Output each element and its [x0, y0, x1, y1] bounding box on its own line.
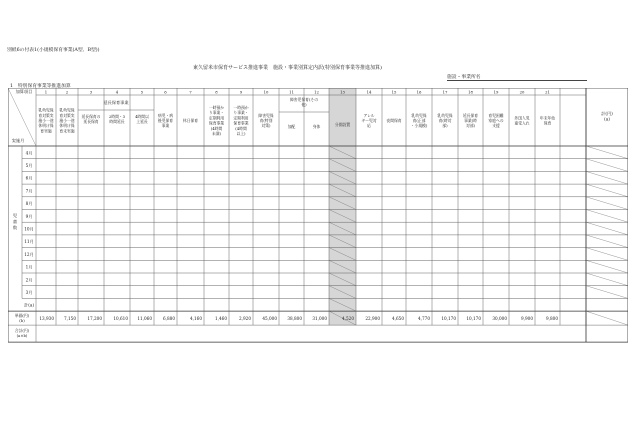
- column-header-text: 休日保育: [182, 118, 199, 123]
- column-number: 14: [366, 89, 372, 95]
- unit-price-value: 10,610: [113, 316, 128, 322]
- column-number: 20: [519, 89, 525, 95]
- month-label: 8月: [25, 201, 33, 207]
- column-header-text: 育対策実: [59, 112, 75, 118]
- na-diagonal: [586, 171, 628, 184]
- column-header-text: 育(正部: [412, 118, 426, 123]
- column-header-text: 育(時対: [438, 118, 452, 123]
- column-header-text: り事業・: [233, 110, 249, 116]
- group-label-enchou: 延長保育事業: [103, 100, 129, 105]
- unit-price-label: 単価(円): [14, 313, 30, 319]
- month-label: 9月: [25, 213, 33, 219]
- column-number: 19: [493, 89, 499, 95]
- month-label: 7月: [25, 188, 33, 194]
- column-header-text: 一時預か: [208, 105, 225, 110]
- month-label: 10月: [24, 226, 34, 232]
- unit-price-value: 6,880: [163, 316, 175, 322]
- column-header-text: 休明け保: [38, 123, 54, 129]
- column-header-text: 童受入れ: [514, 120, 530, 126]
- column-header-text: 育(特別: [259, 118, 273, 123]
- section-heading: 1 特別保育事業等推進加算: [10, 84, 71, 89]
- column-number: 9: [239, 89, 243, 95]
- column-header-text: 家庭への: [488, 118, 504, 123]
- calculation-table: [8, 88, 628, 356]
- column-header-text: 育児困難: [488, 112, 504, 118]
- column-header-text: 時間延長: [109, 119, 125, 125]
- column-header-text: 保育: [543, 120, 552, 126]
- na-diagonal: [586, 146, 628, 159]
- column-number: 8: [215, 89, 218, 95]
- column-header-text: 外国人児: [514, 115, 530, 121]
- unit-price-value: 7,150: [64, 316, 76, 322]
- column-number: 13: [340, 89, 345, 95]
- column-number: 12: [314, 89, 319, 95]
- facility-name-field[interactable]: [447, 80, 587, 81]
- month-label: 4月: [25, 150, 33, 156]
- column-header-text: 4時間以: [135, 114, 149, 119]
- na-diagonal: [586, 159, 628, 172]
- unit-price-value: 30,000: [492, 316, 507, 322]
- top-note: 別紙6の付表1(小規模保育事業(A型、B型)): [7, 48, 100, 53]
- unit-price-value: 2,920: [239, 316, 251, 322]
- child-count-label: 童: [12, 219, 18, 225]
- amount-label: (a×b): [16, 333, 28, 339]
- month-label: 3月: [25, 290, 33, 295]
- column-header-text: 未満): [211, 131, 222, 136]
- unit-price-value: 4,520: [342, 316, 354, 322]
- column-header-text: 保育事業: [208, 120, 225, 126]
- na-diagonal: [586, 184, 628, 197]
- column-header-text: アレル: [363, 112, 375, 118]
- column-number: 3: [89, 89, 93, 95]
- column-header-text: 施小一途: [38, 118, 54, 123]
- column-number: 5: [140, 89, 144, 95]
- column-header-text: 分園設置: [334, 122, 351, 127]
- column-header-text: 保育事業: [233, 120, 249, 126]
- corner-label-item: 加算項目: [15, 89, 33, 94]
- unit-price-value: 13,930: [39, 316, 54, 322]
- document-title: 東久留米市保育サービス推進事業 施設・事業別算定内訳(特別保育事業等推進加算): [193, 65, 382, 71]
- column-number: 18: [468, 89, 473, 95]
- column-header-text: 対策): [261, 123, 271, 129]
- unit-price-value: 4,770: [418, 316, 430, 322]
- column-number: 16: [416, 89, 422, 95]
- column-header-text: ギー児対: [361, 118, 377, 123]
- column-header-text: 夜間保育: [386, 118, 402, 123]
- column-number: 17: [442, 89, 448, 95]
- column-header-text: 障害児保: [258, 112, 274, 118]
- column-header-text: 育実施: [40, 128, 52, 134]
- total-column-header: 計(円): [601, 111, 613, 116]
- column-header-text: 一時預か: [233, 105, 249, 110]
- group-label-shogai: 障害児保育(その: [289, 97, 319, 102]
- column-header-text: 病児・病: [157, 112, 174, 118]
- column-number: 1: [44, 89, 48, 95]
- column-header-text: 部): [442, 123, 448, 129]
- na-diagonal: [586, 235, 628, 248]
- column-header-text: 2時間・3: [108, 114, 126, 119]
- column-header-text: 対部): [465, 123, 476, 129]
- column-header-text: 事業: [161, 123, 170, 129]
- na-diagonal: [586, 286, 628, 299]
- column-header-text: 支援: [492, 123, 500, 129]
- unit-price-label: (b): [19, 318, 25, 324]
- month-label: 11月: [24, 239, 34, 245]
- unit-price-value: 22,900: [365, 316, 380, 322]
- na-diagonal: [586, 210, 628, 223]
- column-header-text: 加配: [287, 124, 296, 129]
- na-diagonal: [586, 222, 628, 235]
- column-header-text: 定期利用: [233, 115, 249, 121]
- month-label: 5月: [25, 163, 33, 168]
- na-diagonal: [586, 311, 628, 325]
- na-diagonal: [586, 273, 628, 286]
- column-header-text: 年末年始: [539, 115, 556, 121]
- na-diagonal: [586, 260, 628, 273]
- column-header-text: (4時間: [235, 125, 247, 131]
- unit-price-value: 10,170: [466, 316, 481, 322]
- column-header-text: 延長保育: [462, 112, 479, 118]
- column-header-text: 乳幼児保: [59, 107, 75, 113]
- column-header-text: ・小規模): [410, 123, 428, 129]
- column-header-text: 休明け保: [59, 123, 75, 129]
- amount-label: 合計(円): [14, 328, 30, 334]
- column-header-text: 育対策実: [38, 112, 54, 118]
- column-header-text: 育未実施: [59, 128, 75, 134]
- unit-price-value: 11,060: [137, 316, 152, 322]
- column-header-text: 延長保育の: [81, 114, 101, 119]
- total-column-header: (a): [604, 116, 610, 122]
- na-diagonal: [586, 248, 628, 261]
- column-header-text: 施小一途: [59, 118, 75, 123]
- column-header-text: 乳幼児保: [437, 112, 453, 118]
- column-header-text: 乳幼児保: [411, 112, 427, 118]
- group-label-shogai: 他): [301, 102, 307, 107]
- column-header-text: 身体: [312, 124, 321, 129]
- facility-name-label: 施設・事業所名: [447, 75, 481, 80]
- column-header-text: り事業・: [208, 110, 225, 116]
- column-number: 21: [545, 89, 550, 95]
- corner-label-month: 実施月: [11, 138, 25, 143]
- child-count-label: 児: [12, 213, 18, 219]
- unit-price-value: 9,800: [546, 316, 558, 322]
- column-number: 2: [65, 89, 69, 95]
- column-number: 15: [391, 89, 397, 95]
- column-header-text: 以上): [236, 131, 246, 136]
- na-diagonal: [586, 197, 628, 210]
- column-header-text: 定期利用: [208, 115, 225, 121]
- column-number: 7: [189, 89, 192, 95]
- unit-price-value: 4,160: [190, 316, 202, 322]
- column-number: 6: [164, 89, 167, 95]
- column-header-text: 乳幼児保: [38, 107, 54, 113]
- unit-price-value: 38,800: [287, 316, 302, 322]
- unit-price-value: 31,000: [312, 316, 327, 322]
- month-label: 6月: [25, 175, 33, 181]
- unit-price-value: 9,900: [521, 316, 533, 322]
- child-count-label: 数: [12, 225, 18, 231]
- column-header-text: (4時間: [210, 125, 223, 131]
- column-number: 4: [115, 89, 119, 95]
- unit-price-value: 10,170: [441, 316, 456, 322]
- column-number: 10: [263, 89, 269, 95]
- sum-row-label: 計(a): [24, 302, 34, 308]
- month-label: 2月: [25, 277, 33, 283]
- column-header-text: 応: [367, 123, 371, 129]
- column-header-text: 後児保育: [157, 118, 174, 123]
- unit-price-value: 17,200: [87, 316, 102, 322]
- unit-price-value: 1,460: [215, 316, 227, 322]
- column-header-text: 事業(時: [464, 118, 477, 123]
- column-number: 11: [289, 89, 294, 95]
- column-header-text: 延長保育: [83, 119, 99, 125]
- month-label: 1月: [25, 264, 33, 270]
- column-header-text: 上延長: [136, 119, 148, 125]
- unit-price-value: 45,000: [262, 316, 277, 322]
- month-label: 12月: [24, 251, 34, 257]
- unit-price-value: 4,650: [392, 316, 404, 322]
